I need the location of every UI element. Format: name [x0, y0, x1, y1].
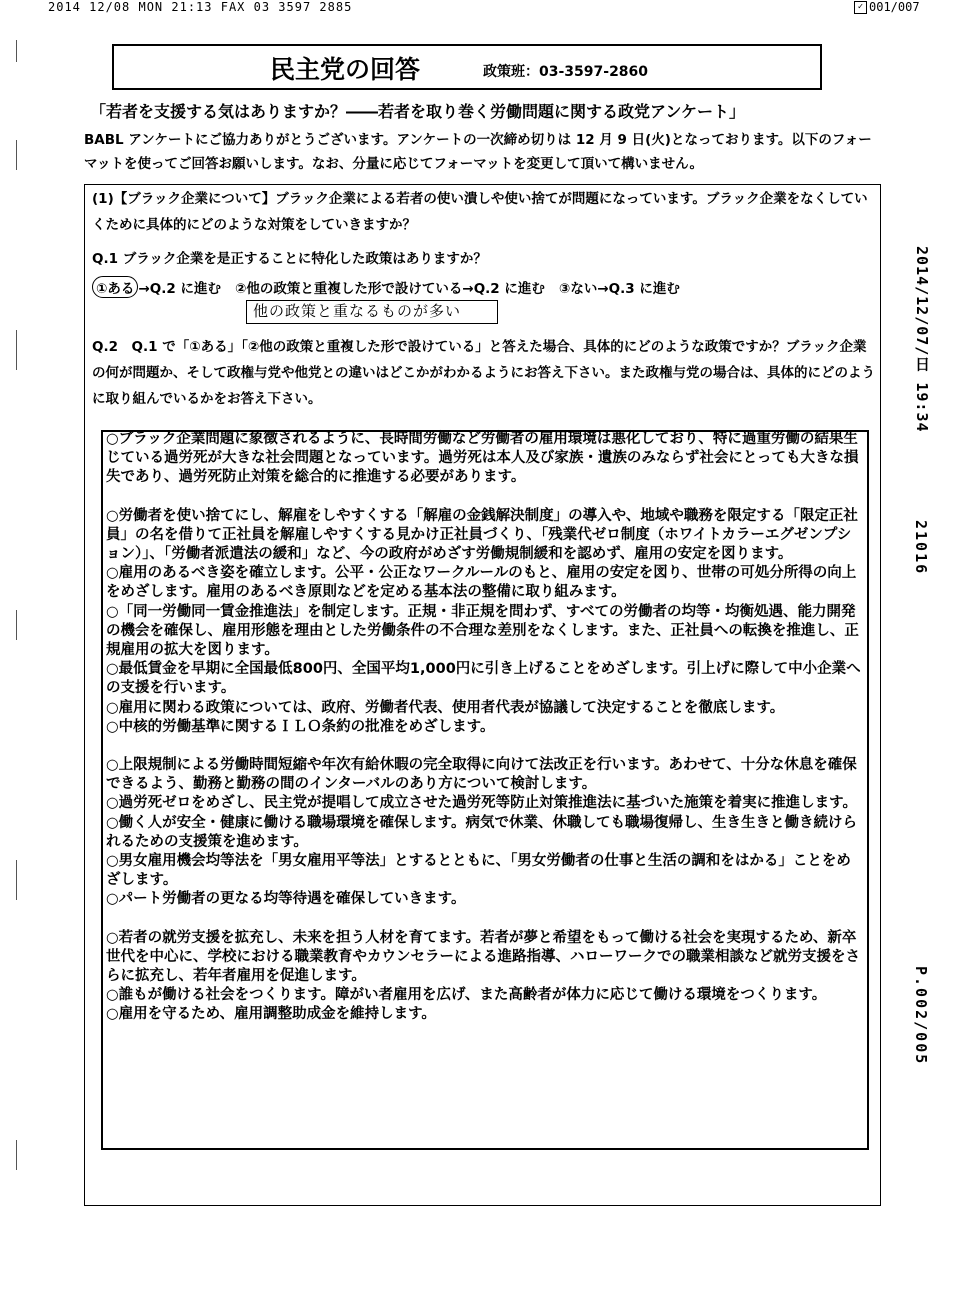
q1-note-box: 他の政策と重なるものが多い: [246, 300, 498, 324]
answer-paragraph: ○雇用のあるべき姿を確立します。公平・公正なワークルールのもと、雇用の安定を図り、世帯の可処分所得の向上をめざします。雇用のあるべき原則などを定める基本法の整備に取り組みます。: [106, 565, 857, 601]
survey-intro: BABL アンケートにご協力ありがとうございます。アンケートの一次締め切りは 12 月 9 日(火)となっております。以下のフォーマットを使ってご回答お願いします。なお、分量に応じてフォーマットを変更して頂いて構いません。: [84, 132, 872, 172]
page-title: 民主党の回答: [270, 55, 421, 84]
section1-intro: (1)【ブラック企業について】ブラック企業による若者の使い潰しや使い捨てが問題になっています。ブラック企業をなくしていくために具体的にどのような対策をしていきますか？: [92, 191, 868, 233]
answer-paragraph: ○最低賃金を早期に全国最低800円、全国平均1,000円に引き上げることをめざします。引上げに際して中小企業への支援を行います。: [106, 661, 861, 697]
scan-edge-mark: [16, 1140, 17, 1170]
fax-page-counter-text: 001/007: [869, 0, 920, 14]
fax-header-datetime: 2014 12/08 MON 21:13 FAX 03 3597 2885: [48, 0, 353, 14]
q1-options: [92, 276, 680, 298]
answer-text: [106, 430, 864, 1025]
fax-page-icon: ✓: [854, 1, 867, 14]
answer-paragraph: ○雇用を守るため、雇用調整助成金を維持します。: [106, 1006, 436, 1023]
fax-page-stamp: P.002/005: [912, 966, 930, 1066]
title-box: [112, 44, 822, 90]
answer-paragraph: ○上限規制による労働時間短縮や年次有給休暇の完全取得に向けて法改正を行います。あわせて、十分な休息を確保できるよう、勤務と勤務の間のインターバルのあり方について検討します。: [106, 757, 857, 793]
q1-option-3[interactable]: ③ない→Q.3 に進む: [558, 281, 680, 297]
fax-id-stamp: 21016: [912, 520, 930, 576]
scan-edge-mark: [16, 40, 17, 62]
fax-page-counter: [854, 0, 920, 14]
fax-received-date-stamp: 2014/12/07/日 19:34: [913, 246, 931, 433]
answer-paragraph: ○中核的労働基準に関するＩＬＯ条約の批准をめざします。: [106, 718, 495, 735]
scan-edge-mark: [16, 860, 17, 900]
answer-paragraph: ○若者の就労支援を拡充し、未来を担う人材を育てます。若者が夢と希望をもって働ける社会を実現するため、新卒世代を中心に、学校における職業教育やカウンセラーによる進路指導、ハローワークでの職業相談など就労支援をさらに拡充し、若年者雇用を促進します。: [106, 929, 860, 985]
answer-paragraph: ○労働者を使い捨てにし、解雇をしやすくする「解雇の金銭解決制度」の導入や、地域や職務を限定する「限定正社員」の名を借りて正社員を解雇しやすくする見かけ正社員づくり、「残業代ゼロ制度（ホワイトカラーエグゼンプション）」、「労働者派遣法の緩和」など、今の政府がめざす労働規制緩和を認めず、雇用の安定を図ります。: [106, 507, 858, 563]
answer-paragraph: ○ブラック企業問題に象徴されるように、長時間労働など労働者の雇用環境は悪化しており、特に過重労働の結果生じている過労死が大きな社会問題となっています。過労死は本人及び家族・遺族のみならず社会にとっても大きな損失であり、過労死防止対策を総合的に推進する必要があります。: [106, 431, 859, 486]
policy-team-phone: 政策班：03-3597-2860: [483, 64, 649, 80]
scan-edge-mark: [16, 140, 17, 170]
scan-edge-mark: [16, 330, 17, 370]
answer-paragraph: ○男女雇用機会均等法を「男女雇用平等法」とするとともに、「男女労働者の仕事と生活の調和をはかる」ことをめざします。: [106, 853, 851, 889]
q1-option-1-selected[interactable]: ①ある: [92, 276, 138, 298]
answer-paragraph: ○誰もが働ける社会をつくります。障がい者雇用を広げ、また高齢者が体力に応じて働ける環境をつくります。: [106, 987, 827, 1004]
answer-paragraph: ○雇用に関わる政策については、政府、労働者代表、使用者代表が協議して決定することを徹底します。: [106, 699, 785, 716]
q1-option-2[interactable]: ②他の政策と重複した形で設けている→Q.2 に進む: [234, 281, 545, 297]
question-q1: Q.1 ブラック企業を是正することに特化した政策はありますか？: [92, 251, 487, 267]
survey-title: 「若者を支援する気はありますか？――若者を取り巻く労働問題に関する政党アンケート」: [90, 102, 746, 121]
q1-option-1-next: →Q.2 に進む: [138, 281, 221, 297]
scan-edge-mark: [16, 610, 17, 640]
answer-paragraph: ○パート労働者の更なる均等待遇を確保していきます。: [106, 891, 466, 908]
answer-paragraph: ○働く人が安全・健康に働ける職場環境を確保します。病気で休業、休職しても職場復帰し、生き生きと働き続けられるための支援策を進めます。: [106, 814, 857, 850]
question-q2: Q.2 Q.1 で「①ある」「②他の政策と重複した形で設けている」と答えた場合、具体的にどのような政策ですか？ブラック企業の何が問題か、そして政権与党や他党との違いはどこかがわかるようにお答え下さい。また政権与党の場合は、具体的にどのように取り組んでいるかをお答え下さい。: [92, 339, 875, 407]
answer-paragraph: ○「同一労働同一賃金推進法」を制定します。正規・非正規を問わず、すべての労働者の均等・均衡処遇、能力開発の機会を確保し、雇用形態を理由とした労働条件の不合理な差別をなくします。また、正社員への転換を推進し、正規雇用の拡大を図ります。: [106, 603, 859, 659]
answer-paragraph: ○過労死ゼロをめざし、民主党が提唱して成立させた過労死等防止対策推進法に基づいた施策を着実に推進します。: [106, 795, 857, 812]
